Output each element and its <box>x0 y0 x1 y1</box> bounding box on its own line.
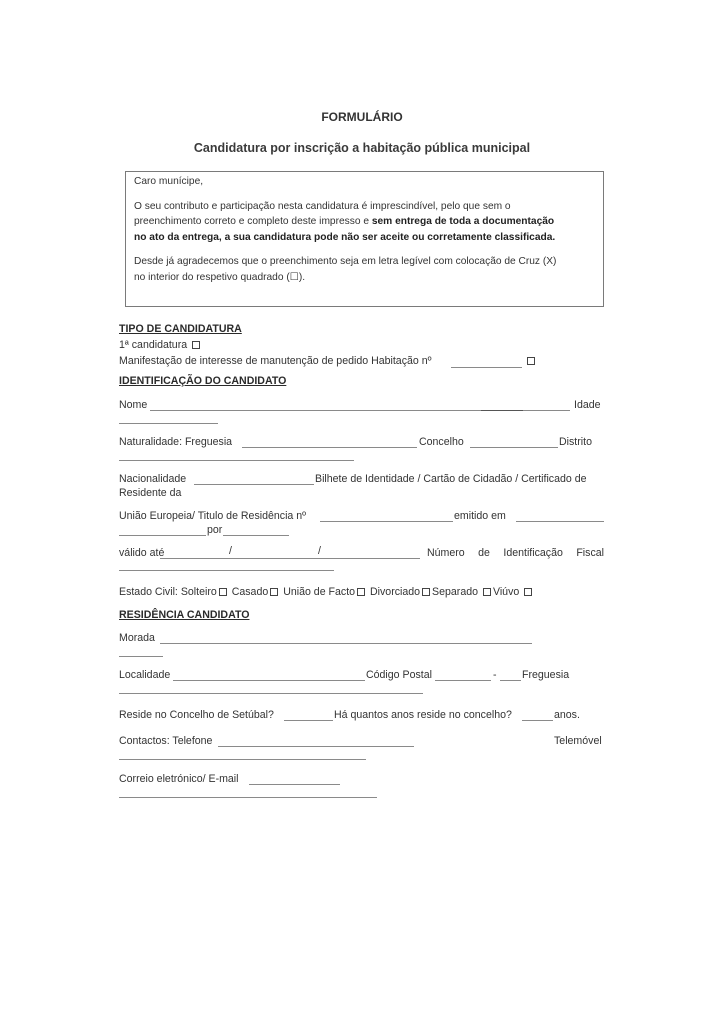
documento-label-cont: Residente da <box>119 487 182 499</box>
manifestation-label: Manifestação de interesse de manutenção de pedido Habitação nº <box>119 355 432 367</box>
section-heading-tipo-candidatura: TIPO DE CANDIDATURA <box>119 323 242 335</box>
freguesia-label: Freguesia <box>522 669 570 681</box>
emitido-label: emitido em <box>454 510 506 522</box>
valido-label: válido até <box>119 547 165 559</box>
distrito-label: Distrito <box>559 436 592 448</box>
section-heading-identificacao: IDENTIFICAÇÃO DO CANDIDATO <box>119 375 287 387</box>
email-field[interactable] <box>249 784 340 785</box>
estado-civil-option-uniao-facto: União de Facto <box>283 586 356 598</box>
first-candidatura-label: 1ª candidatura <box>119 339 188 351</box>
nome-field-segment <box>481 410 523 411</box>
viuvo-checkbox[interactable] <box>524 588 532 596</box>
morada-label: Morada <box>119 632 155 644</box>
concelho-label: Concelho <box>419 436 464 448</box>
nif-word-2: de <box>478 547 490 559</box>
form-subtitle: Candidatura por inscrição a habitação pública municipal <box>193 141 531 155</box>
nome-label: Nome <box>119 399 148 411</box>
notice-para1-line3 <box>134 230 603 246</box>
nacionalidade-field[interactable] <box>194 484 314 485</box>
telefone-label: Contactos: Telefone <box>119 735 213 747</box>
freguesia-field[interactable] <box>119 693 423 694</box>
anos-field[interactable] <box>522 720 553 721</box>
distrito-field[interactable] <box>119 460 354 461</box>
nif-word-4: Fiscal <box>576 547 604 559</box>
codigo-postal-field-1[interactable] <box>435 680 491 681</box>
naturalidade-label: Naturalidade: Freguesia <box>119 436 233 448</box>
estado-civil-option-viuvo: Viúvo <box>492 586 520 598</box>
reside-setubal-label: Reside no Concelho de Setúbal? <box>119 709 274 721</box>
uniao-facto-checkbox[interactable] <box>357 588 365 596</box>
estado-civil-option-solteiro: Solteiro <box>180 586 217 598</box>
first-candidatura-row <box>119 339 202 351</box>
concelho-field[interactable] <box>470 447 558 448</box>
email-field-cont[interactable] <box>119 797 377 798</box>
validade-field[interactable] <box>160 558 420 559</box>
telemovel-label: Telemóvel <box>554 735 602 747</box>
morada-field[interactable] <box>160 643 532 644</box>
codigo-postal-label: Código Postal <box>366 669 432 681</box>
por-label: por <box>207 524 223 536</box>
nif-word-3: Identificação <box>503 547 563 559</box>
estado-civil-label: Estado Civil: <box>119 586 178 598</box>
nif-label <box>427 547 604 559</box>
nif-word-1: Número <box>427 547 465 559</box>
manifestation-row <box>119 355 431 367</box>
anos-suffix: anos. <box>554 709 580 721</box>
localidade-field[interactable] <box>173 680 365 681</box>
codigo-postal-field-2[interactable] <box>500 680 521 681</box>
casado-checkbox[interactable] <box>270 588 278 596</box>
freguesia-natural-field[interactable] <box>242 447 417 448</box>
notice-para1-line2-normal: preenchimento correto e completo deste impresso e <box>134 216 372 227</box>
notice-greeting: Caro munícipe, <box>134 176 204 187</box>
nif-field[interactable] <box>119 570 334 571</box>
first-candidatura-checkbox[interactable] <box>192 341 200 349</box>
idade-label: Idade <box>574 399 601 411</box>
por-field[interactable] <box>223 535 289 536</box>
nacionalidade-label: Nacionalidade <box>119 473 187 485</box>
form-title: FORMULÁRIO <box>321 110 403 124</box>
idade-field[interactable] <box>119 423 218 424</box>
titulo-residencia-label: União Europeia/ Titulo de Residência nº <box>119 510 307 522</box>
notice-para2-line2: no interior do respetivo quadrado (☐). <box>134 271 306 283</box>
telemovel-field[interactable] <box>119 759 366 760</box>
notice-para1-line2-bold: sem entrega de toda a documentação <box>371 216 555 227</box>
email-label: Correio eletrónico/ E-mail <box>119 773 239 785</box>
notice-para1-line1: O seu contributo e participação nesta candidatura é imprescindível, pelo que sem o <box>134 200 511 212</box>
manifestation-checkbox[interactable] <box>527 357 535 365</box>
titulo-residencia-field[interactable] <box>320 521 453 522</box>
date-separator-2: / <box>318 545 321 557</box>
documento-label: Bilhete de Identidade / Cartão de Cidadão / Certificado de <box>315 473 587 485</box>
notice-para2-line1: Desde já agradecemos que o preenchimento seja em letra legível com colocação de Cruz (X) <box>134 256 557 267</box>
estado-civil-option-divorciado: Divorciado <box>370 586 421 598</box>
separado-checkbox[interactable] <box>483 588 491 596</box>
section-heading-residencia: RESIDÊNCIA CANDIDATO <box>119 609 250 621</box>
solteiro-checkbox[interactable] <box>219 588 227 596</box>
emitido-field-cont[interactable] <box>119 535 206 536</box>
codigo-postal-separator: - <box>493 669 497 681</box>
divorciado-checkbox[interactable] <box>422 588 430 596</box>
date-separator-1: / <box>229 545 232 557</box>
estado-civil-row <box>119 586 534 598</box>
notice-para1-line3-bold: no ato da entrega, a sua candidatura pode não ser aceite ou corretamente classificada. <box>134 231 556 243</box>
emitido-field[interactable] <box>516 521 604 522</box>
estado-civil-option-separado: Separado <box>432 586 478 598</box>
habitacao-number-field[interactable] <box>451 367 522 368</box>
localidade-label: Localidade <box>119 669 171 681</box>
anos-question-label: Há quantos anos reside no concelho? <box>334 709 512 721</box>
notice-para1-line2 <box>134 214 603 230</box>
notice-box <box>125 171 604 307</box>
reside-setubal-field[interactable] <box>284 720 333 721</box>
telefone-field[interactable] <box>218 746 414 747</box>
estado-civil-option-casado: Casado <box>231 586 269 598</box>
morada-field-cont[interactable] <box>119 656 163 657</box>
